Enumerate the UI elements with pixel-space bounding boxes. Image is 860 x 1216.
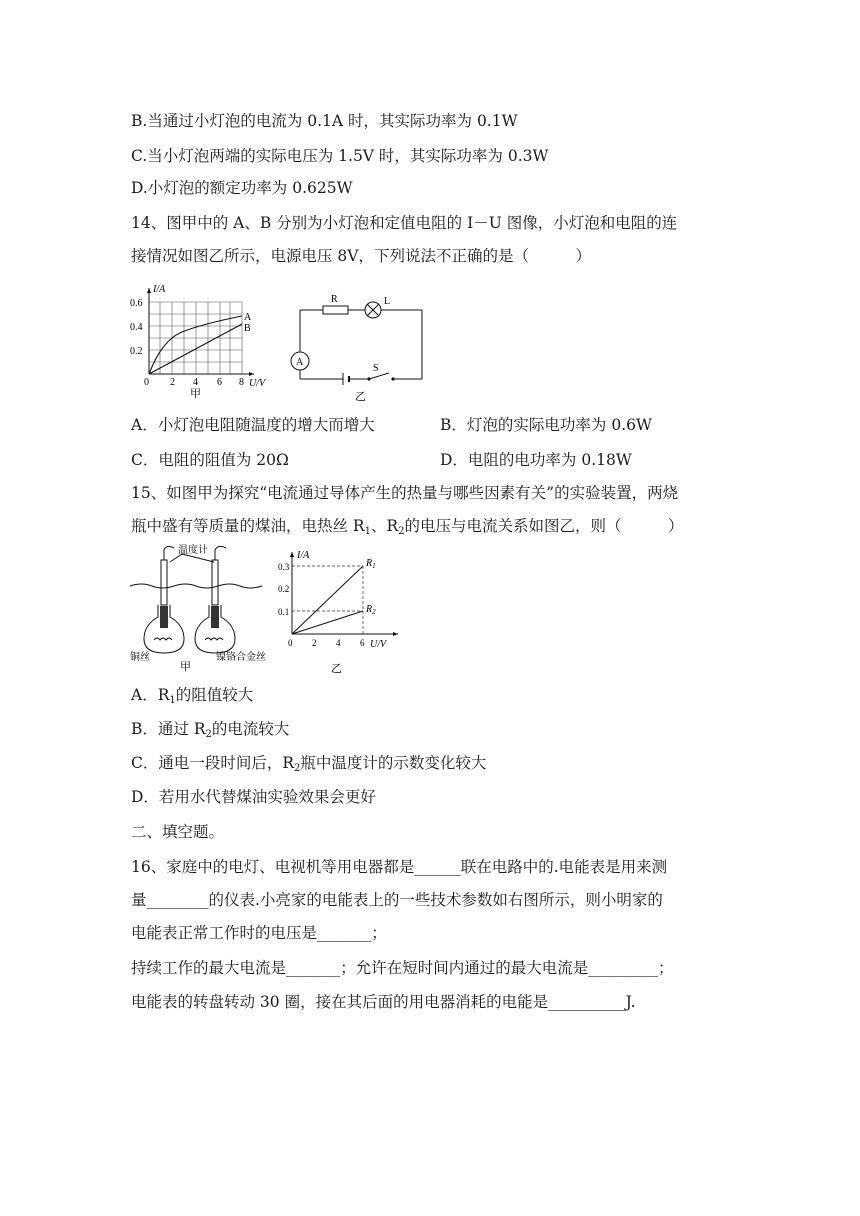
q14-figure-jia — [122, 280, 282, 404]
q15-option-a: A．$R_1$的阻值较大 — [131, 686, 254, 706]
y-tick: 0.4 — [130, 322, 143, 333]
lamp-label: L — [384, 296, 391, 307]
q15-option-c: C．通电一段时间后，$R_2$瓶中温度计的示数变化较大 — [131, 754, 487, 774]
resistor-label: R — [331, 294, 338, 305]
figure-caption: 甲 — [190, 388, 201, 400]
q13-option-d: D.小灯泡的额定功率为 0.625W — [131, 179, 353, 197]
q16-line-5: 电能表的转盘转动 30 圈，接在其后面的用电器消耗的电能是__________J. — [131, 993, 636, 1011]
q16-line-1: 16、家庭中的电灯、电视机等用电器都是______联在电路中的.电能表是用来测 — [131, 858, 668, 876]
y-axis-label: I/A — [153, 284, 166, 295]
r2-label: $R_2$ — [366, 604, 376, 616]
x-axis-label: U/V — [370, 639, 387, 650]
switch-label: S — [373, 363, 379, 374]
x-tick: 2 — [312, 638, 317, 648]
x-tick: 4 — [193, 377, 198, 388]
x-tick: 2 — [170, 377, 175, 388]
q16-line-2: 量________的仪表.小亮家的电能表上的一些技术参数如右图所示，则小明家的 — [131, 891, 663, 909]
q14-stem-line-2: 接情况如图乙所示，电源电压 8V，下列说法不正确的是（ ） — [131, 247, 591, 265]
q15-figure-jia — [122, 542, 282, 676]
y-tick: 0.6 — [130, 298, 143, 309]
q14-option-b: B．灯泡的实际电功率为 0.6W — [440, 416, 652, 434]
x-tick: 4 — [336, 638, 341, 648]
q14-option-a: A．小灯泡电阻随温度的增大而增大 — [131, 416, 375, 434]
figure-caption: 甲 — [180, 661, 191, 672]
x-tick: 0 — [288, 638, 293, 648]
x-tick: 6 — [217, 377, 222, 388]
q15-figure-yi — [278, 548, 418, 682]
x-tick: 0 — [144, 377, 149, 388]
ammeter-label: A — [296, 357, 304, 368]
figure-caption: 乙 — [355, 391, 366, 403]
section-title: 二、填空题。 — [131, 823, 225, 841]
y-tick: 0.3 — [278, 562, 290, 572]
q16-line-3: 电能表正常工作时的电压是_______； — [131, 924, 387, 942]
y-tick: 0.2 — [278, 584, 290, 594]
q14-figure-yi — [285, 285, 435, 409]
y-tick: 0.1 — [278, 607, 290, 617]
q14-option-d: D．电阻的电功率为 0.18W — [440, 451, 632, 469]
q16-line-4: 持续工作的最大电流是_______；允许在短时间内通过的最大电流是_________； — [131, 959, 674, 977]
y-tick: 0.2 — [130, 346, 143, 357]
q13-option-c: C.当小灯泡两端的实际电压为 1.5V 时，其实际功率为 0.3W — [131, 147, 549, 165]
q13-option-b: B.当通过小灯泡的电流为 0.1A 时，其实际功率为 0.1W — [131, 112, 518, 130]
curve-a-label: A — [244, 312, 252, 323]
q15-stem-line-1: 15、如图甲为探究“电流通过导体产生的热量与哪些因素有关”的实验装置，两烧 — [131, 484, 679, 502]
copper-wire-label: 铜丝 — [130, 652, 150, 663]
y-axis-label: I/A — [297, 550, 310, 561]
thermometer-label: 温度计 — [178, 545, 208, 556]
q15-stem-line-2: 瓶中盛有等质量的煤油，电热丝 $R_1$、$R_2$的电压与电流关系如图乙，则（ ） — [131, 517, 684, 537]
x-tick: 6 — [360, 638, 365, 648]
r1-label: $R_1$ — [366, 558, 376, 570]
figure-caption: 乙 — [331, 663, 342, 675]
q15-option-d: D．若用水代替煤油实验效果会更好 — [131, 788, 376, 806]
q14-option-c: C．电阻的阻值为 20Ω — [131, 451, 289, 469]
curve-b-label: B — [244, 323, 251, 334]
q15-option-b: B．通过 $R_2$的电流较大 — [131, 720, 290, 740]
x-tick: 8 — [239, 377, 244, 388]
nichrome-wire-label: 镍铬合金丝 — [216, 652, 266, 663]
q14-stem-line-1: 14、图甲中的 A、B 分别为小灯泡和定值电阻的 I－U 图像，小灯泡和电阻的连 — [131, 214, 678, 232]
x-axis-label: U/V — [249, 378, 266, 389]
